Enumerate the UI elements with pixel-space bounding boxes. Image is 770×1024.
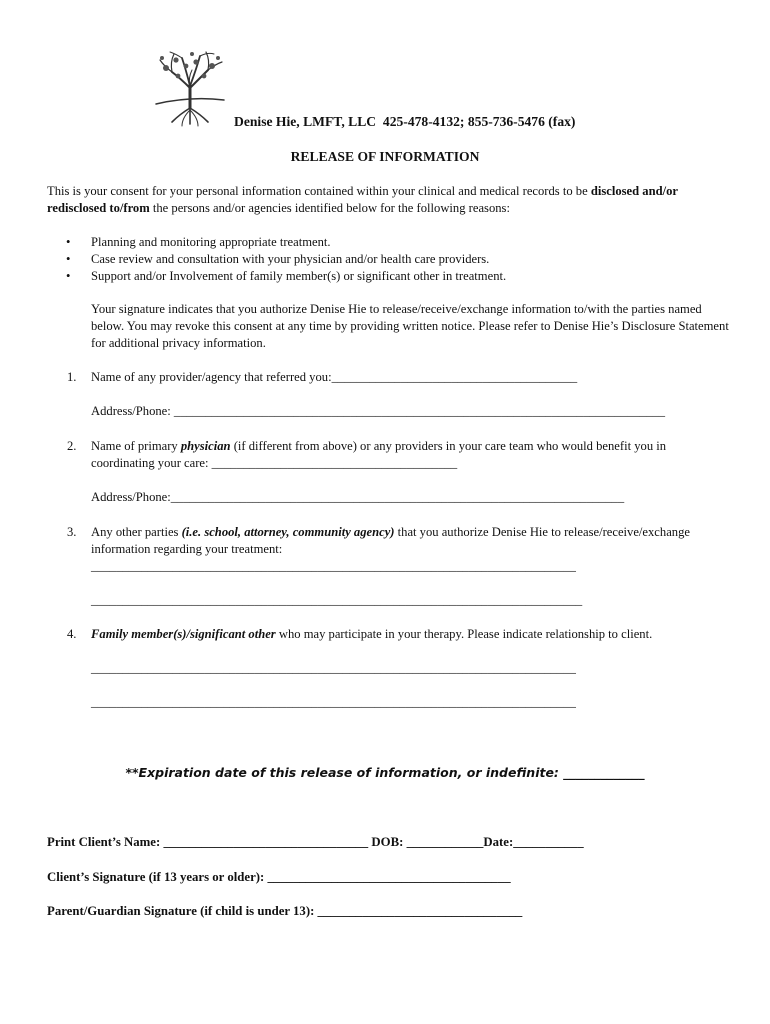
consent-intro — [47, 183, 727, 217]
list-item: • Planning and monitoring appropriate treatment. — [66, 234, 726, 251]
guardian-signature-field[interactable]: Parent/Guardian Signature (if child is under 13): ________________________________ — [47, 904, 523, 918]
family-line-2[interactable]: _____________________________________________________________________________ — [91, 695, 576, 709]
item-emphasis: (i.e. school, attorney, community agency) — [181, 525, 395, 539]
item-label-rest: (if different from above) or any providers in your care team who would benefit you in coordinating your care: _______________________________________ — [91, 439, 667, 470]
intro-text-2: the persons and/or agencies identified below for the following reasons: — [149, 201, 510, 215]
practice-phones: 425-478-4132; 855-736-5476 (fax) — [382, 114, 576, 129]
physician-address-field[interactable]: Address/Phone:________________________________________________________________________ — [91, 490, 625, 504]
list-item: • Case review and consultation with your physician and/or health care providers. — [66, 251, 726, 268]
item-number: 4. — [67, 627, 77, 641]
tree-logo-icon — [152, 48, 228, 128]
referring-provider-field[interactable]: _______________________________________ — [331, 370, 578, 384]
item-number: 1. — [67, 370, 77, 384]
item-label: Any other parties — [91, 525, 182, 539]
practice-name: Denise Hie, LMFT, LLC — [234, 114, 377, 129]
other-parties-line-2[interactable]: ______________________________________________________________________________ — [91, 593, 583, 607]
intro-bold-disclosed: disclosed — [590, 184, 640, 198]
intro-bold-redisclosed: and/or redisclosed to/from — [47, 184, 678, 215]
item-number: 3. — [67, 525, 77, 539]
form-title: RELEASE OF INFORMATION — [290, 149, 480, 164]
other-parties-line-1[interactable]: _____________________________________________________________________________ — [91, 559, 576, 573]
reasons-list — [66, 234, 726, 285]
item-emphasis: Family member(s)/significant other — [91, 627, 276, 641]
item-label: Name of primary — [91, 439, 181, 453]
family-line-1[interactable]: _____________________________________________________________________________ — [91, 661, 576, 675]
expiration-date-field[interactable]: **Expiration date of this release of information, or indefinite: _____________ — [125, 765, 645, 780]
intro-text-1: This is your consent for your personal information contained within your clinical and medical records to be — [47, 184, 591, 198]
practice-header — [234, 113, 575, 130]
referring-address-field[interactable]: Address/Phone: ______________________________________________________________________________ — [91, 404, 666, 418]
client-signature-field[interactable]: Client’s Signature (if 13 years or older): ______________________________________ — [47, 870, 511, 884]
item-label-rest: that you authorize Denise Hie to release/receive/exchange information regarding your treatment: — [91, 525, 690, 556]
item-emphasis: physician — [180, 439, 231, 453]
item-label-rest: who may participate in your therapy. Please indicate relationship to client. — [275, 627, 653, 641]
list-item: • Support and/or Involvement of family member(s) or significant other in treatment. — [66, 268, 726, 285]
physician-field[interactable] — [91, 438, 731, 472]
item-number: 2. — [67, 439, 77, 453]
item-label: Name of any provider/agency that referred you: — [91, 370, 332, 384]
client-name-dob-date-field[interactable]: Print Client’s Name: ________________________________ DOB: ____________Date:___________ — [47, 835, 584, 849]
authorization-statement: Your signature indicates that you authorize Denise Hie to release/receive/exchange information to/with the parties named below. You may revoke this consent at any time by providing written notice. Please refer to Denise Hie’s Disclosure Statement for additional privacy information. — [91, 302, 729, 350]
